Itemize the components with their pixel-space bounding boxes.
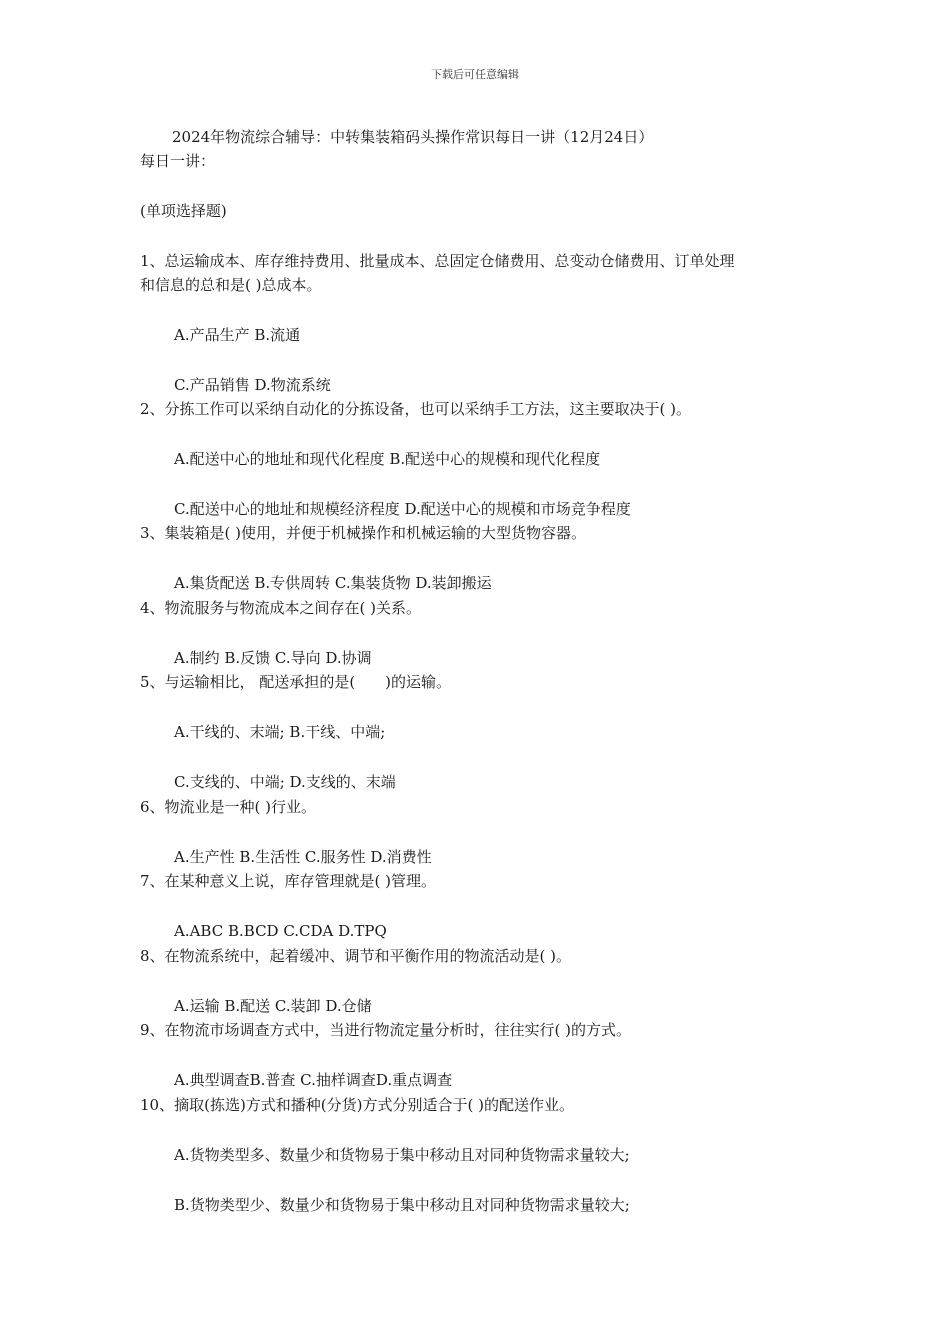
question-6-options: A.生产性 B.生活性 C.服务性 D.消费性 bbox=[174, 848, 432, 866]
question-1-line-1: 1、总运输成本、库存维持费用、批量成本、总固定仓储费用、总变动仓储费用、订单处理 bbox=[140, 252, 735, 270]
question-10-options-2: B.货物类型少、数量少和货物易于集中移动且对同种货物需求量较大; bbox=[174, 1196, 630, 1214]
question-4: 4、物流服务与物流成本之间存在( )关系。 bbox=[140, 599, 422, 617]
question-1-options-2: C.产品销售 D.物流系统 bbox=[174, 376, 331, 394]
question-2: 2、分拣工作可以采纳自动化的分拣设备，也可以采纳手工方法，这主要取决于( )。 bbox=[140, 400, 692, 418]
document-subtitle: 每日一讲： bbox=[140, 152, 216, 170]
question-1-options-1: A.产品生产 B.流通 bbox=[174, 326, 301, 344]
question-5: 5、与运输相比， 配送承担的是( )的运输。 bbox=[140, 673, 452, 691]
question-5-options-2: C.支线的、中端; D.支线的、末端 bbox=[174, 773, 396, 791]
question-3: 3、集装箱是( )使用，并便于机械操作和机械运输的大型货物容器。 bbox=[140, 524, 587, 542]
question-2-options-2: C.配送中心的地址和规模经济程度 D.配送中心的规模和市场竞争程度 bbox=[174, 500, 631, 518]
question-8: 8、在物流系统中，起着缓冲、调节和平衡作用的物流活动是( )。 bbox=[140, 947, 572, 965]
question-4-options: A.制约 B.反馈 C.导向 D.协调 bbox=[174, 649, 372, 667]
question-3-options: A.集货配送 B.专供周转 C.集装货物 D.装卸搬运 bbox=[174, 574, 492, 592]
question-7-options: A.ABC B.BCD C.CDA D.TPQ bbox=[174, 922, 387, 940]
question-6: 6、物流业是一种( )行业。 bbox=[140, 798, 317, 816]
question-7: 7、在某种意义上说，库存管理就是( )管理。 bbox=[140, 872, 437, 890]
section-heading: (单项选择题) bbox=[140, 202, 227, 220]
document-title: 2024年物流综合辅导：中转集装箱码头操作常识每日一讲（12月24日） bbox=[172, 128, 654, 146]
question-5-options-1: A.干线的、末端; B.干线、中端; bbox=[174, 723, 386, 741]
question-9: 9、在物流市场调查方式中，当进行物流定量分析时，往往实行( )的方式。 bbox=[140, 1021, 632, 1039]
question-10-options-1: A.货物类型多、数量少和货物易于集中移动且对同种货物需求量较大; bbox=[174, 1146, 630, 1164]
question-1-line-2: 和信息的总和是( )总成本。 bbox=[140, 276, 322, 294]
page-header: 下载后可任意编辑 bbox=[431, 68, 519, 81]
question-9-options: A.典型调查B.普查 C.抽样调查D.重点调查 bbox=[174, 1071, 453, 1089]
question-10: 10、摘取(拣选)方式和播种(分货)方式分别适合于( )的配送作业。 bbox=[140, 1096, 574, 1114]
question-2-options-1: A.配送中心的地址和现代化程度 B.配送中心的规模和现代化程度 bbox=[174, 450, 601, 468]
question-8-options: A.运输 B.配送 C.装卸 D.仓储 bbox=[174, 997, 372, 1015]
